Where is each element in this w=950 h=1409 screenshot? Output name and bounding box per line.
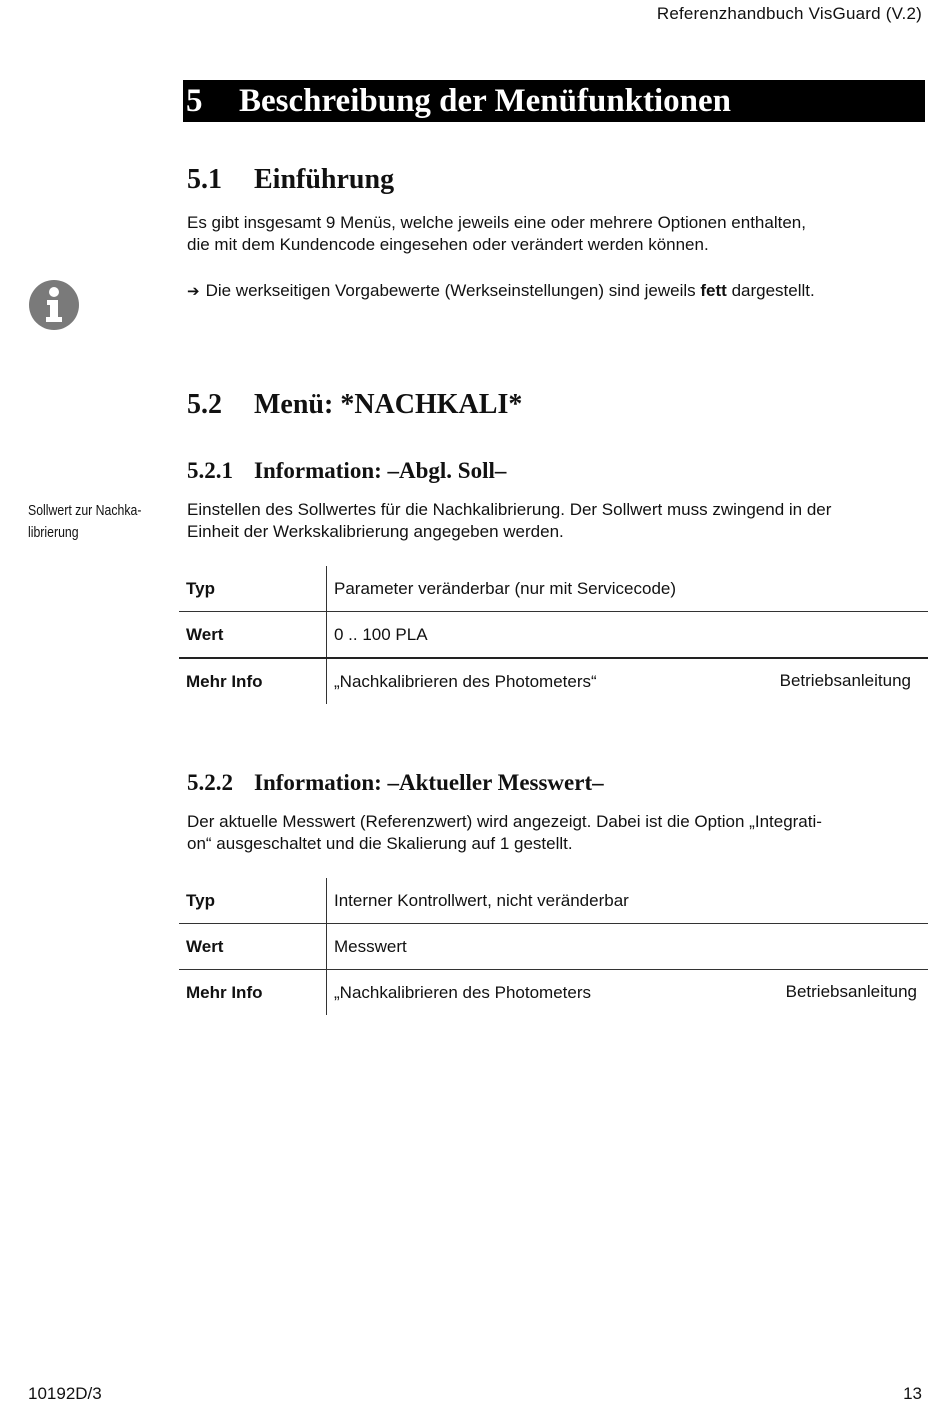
table-row (179, 658, 928, 704)
table-key: Typ (179, 566, 327, 612)
section-number: 5.1 (187, 164, 222, 195)
table-reference: Betriebsanleitung (785, 982, 917, 1001)
table-value: Interner Kontrollwert, nicht veränderbar (327, 878, 929, 924)
paragraph-line: Einstellen des Sollwertes für die Nachkalibrierung. Der Sollwert muss zwingend in der (187, 500, 832, 519)
table-value: Parameter veränderbar (nur mit Servicecode) (327, 566, 929, 612)
document-id: 10192D/3 (28, 1384, 102, 1403)
table-reference: Betriebsanleitung (779, 671, 911, 690)
margin-note-line: librierung (28, 524, 79, 541)
paragraph-line: Einheit der Werkskalibrierung angegeben werden. (187, 522, 564, 541)
chapter-title: Beschreibung der Menüfunktionen (239, 83, 732, 119)
table-row (179, 566, 928, 612)
table-value: 0 .. 100 PLA (327, 612, 929, 659)
note-bold-word: fett (700, 281, 727, 300)
subsection-heading-5-2-2 (187, 770, 887, 800)
table-value: Messwert (327, 924, 929, 970)
description-paragraph (187, 811, 927, 855)
table-value: „Nachkalibrieren des Photometers“ (334, 671, 597, 691)
defaults-note (187, 280, 815, 303)
section-heading-5-2 (187, 389, 887, 425)
paragraph-line: die mit dem Kundencode eingesehen oder verändert werden können. (187, 235, 709, 254)
intro-paragraph (187, 212, 927, 256)
table-row (179, 924, 928, 970)
page-number: 13 (903, 1384, 922, 1403)
subsection-number: 5.2.2 (187, 770, 233, 795)
section-title: Menü: *NACHKALI* (254, 389, 523, 420)
table-row (179, 878, 928, 924)
chapter-number: 5 (186, 83, 203, 119)
paragraph-line: on“ ausgeschaltet und die Skalierung auf 1 gestellt. (187, 834, 573, 853)
running-header: Referenzhandbuch VisGuard (V.2) (656, 4, 922, 23)
subsection-title: Information: –Aktueller Messwert– (254, 770, 604, 795)
table-value-cell (327, 970, 929, 1016)
subsection-number: 5.2.1 (187, 458, 233, 483)
note-text: Die werkseitigen Vorgabewerte (Werkseinstellungen) sind jeweils (205, 281, 701, 300)
margin-note-line: Sollwert zur Nachka- (28, 502, 142, 519)
parameter-table (179, 566, 928, 704)
arrow-right-icon: ➔ (187, 283, 200, 300)
subsection-title: Information: –Abgl. Soll– (254, 458, 507, 483)
section-title: Einführung (254, 164, 395, 195)
parameter-table (179, 878, 928, 1015)
note-text-end: dargestellt. (726, 281, 815, 300)
section-number: 5.2 (187, 389, 222, 420)
table-row (179, 970, 928, 1016)
table-key: Wert (179, 924, 327, 970)
table-key: Wert (179, 612, 327, 659)
table-key: Mehr Info (179, 970, 327, 1016)
table-row (179, 612, 928, 659)
subsection-heading-5-2-1 (187, 458, 887, 488)
margin-note (28, 500, 167, 544)
table-value: „Nachkalibrieren des Photometers (334, 982, 592, 1002)
table-key: Typ (179, 878, 327, 924)
info-icon (28, 279, 80, 331)
table-value-cell (327, 658, 929, 704)
chapter-heading (183, 80, 925, 122)
section-heading-5-1 (187, 164, 887, 200)
paragraph-line: Es gibt insgesamt 9 Menüs, welche jeweils eine oder mehrere Optionen enthalten, (187, 213, 806, 232)
paragraph-line: Der aktuelle Messwert (Referenzwert) wird angezeigt. Dabei ist die Option „Integrati- (187, 812, 822, 831)
description-paragraph (187, 499, 927, 543)
table-key: Mehr Info (179, 658, 327, 704)
